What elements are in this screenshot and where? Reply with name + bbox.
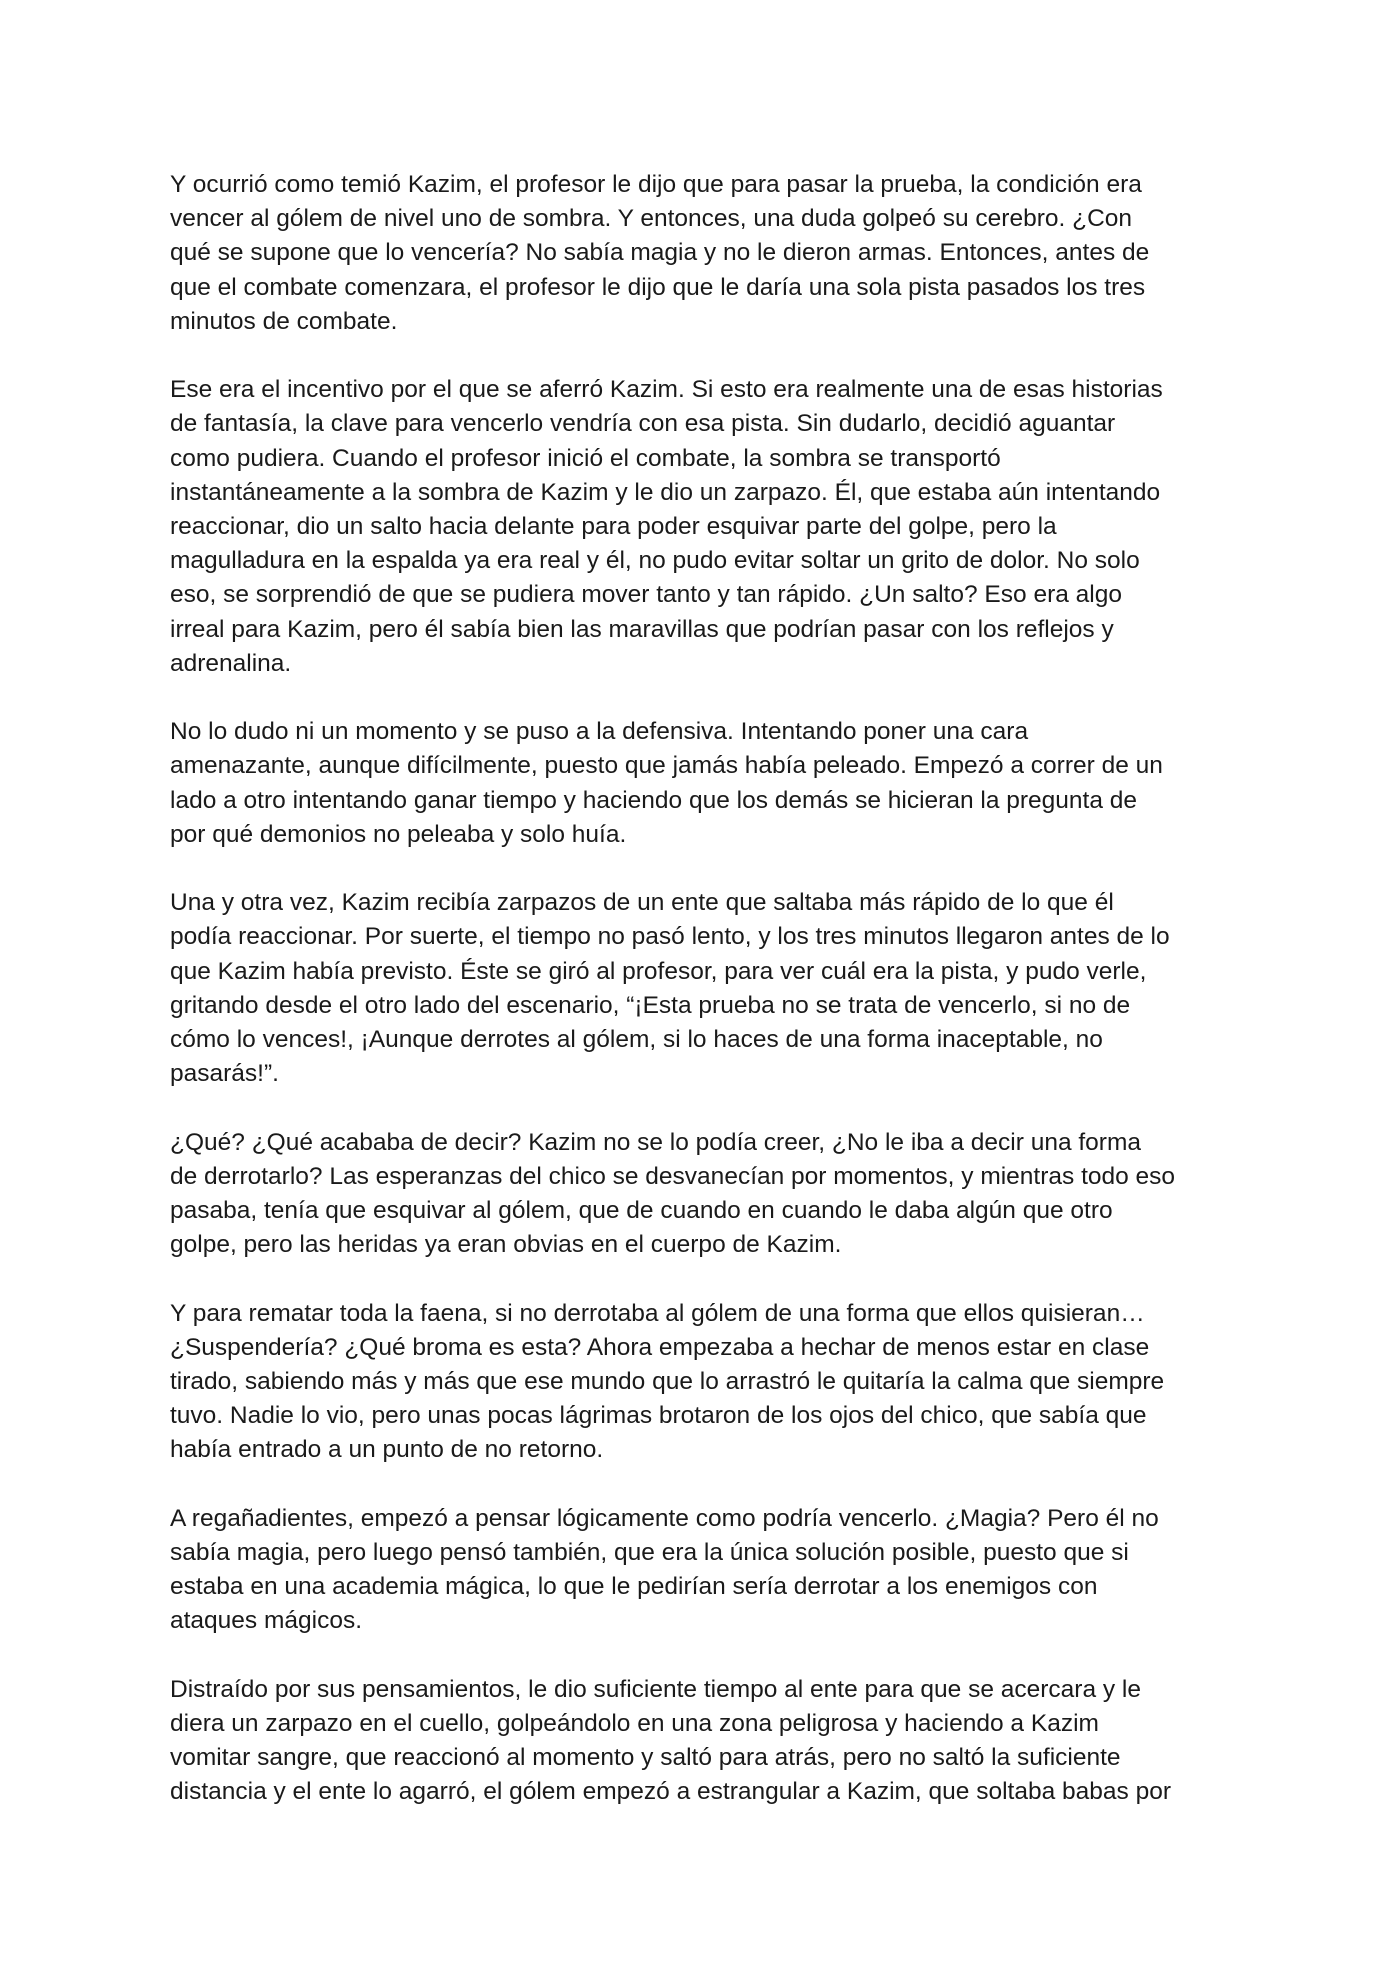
text-line: vomitar sangre, que reaccionó al momento y saltó para atrás, pero no saltó la suficiente [170,1744,1121,1772]
text-line: Ese era el incentivo por el que se aferró Kazim. Si esto era realmente una de esas historias [170,376,1163,404]
paragraph [170,1297,1290,1468]
paragraph [170,1502,1290,1639]
paragraph [170,373,1290,681]
text-line: de fantasía, la clave para vencerlo vendría con esa pista. Sin dudarlo, decidió aguantar [170,410,1116,438]
text-line: por qué demonios no peleaba y solo huía. [170,820,627,848]
text-line: A regañadientes, empezó a pensar lógicamente como podría vencerlo. ¿Magia? Pero él no [170,1504,1159,1532]
text-line: eso, se sorprendió de que se pudiera mover tanto y tan rápido. ¿Un salto? Eso era algo [170,581,1122,609]
paragraph [170,715,1290,852]
text-line: ataques mágicos. [170,1607,363,1635]
text-line: minutos de combate. [170,307,398,335]
text-line: irreal para Kazim, pero él sabía bien las maravillas que podrían pasar con los reflejos y [170,615,1114,643]
paragraph [170,168,1290,339]
text-line: lado a otro intentando ganar tiempo y haciendo que los demás se hicieran la pregunta de [170,786,1138,814]
document-body [170,168,1290,1844]
text-line: pasaba, tenía que esquivar al gólem, que de cuando en cuando le daba algún que otro [170,1197,1113,1225]
text-line: instantáneamente a la sombra de Kazim y le dio un zarpazo. Él, que estaba aún intentando [170,478,1161,506]
text-line: tuvo. Nadie lo vio, pero unas pocas lágrimas brotaron de los ojos del chico, que sabía que [170,1402,1147,1430]
text-line: había entrado a un punto de no retorno. [170,1436,604,1464]
text-line: magulladura en la espalda ya era real y él, no pudo evitar soltar un grito de dolor. No solo [170,547,1140,575]
text-line: Y para rematar toda la faena, si no derrotaba al gólem de una forma que ellos quisieran… [170,1299,1145,1327]
text-line: pasarás!”. [170,1060,279,1088]
paragraph [170,1126,1290,1263]
text-line: de derrotarlo? Las esperanzas del chico se desvanecían por momentos, y mientras todo eso [170,1162,1176,1190]
text-line: amenazante, aunque difícilmente, puesto que jamás había peleado. Empezó a correr de un [170,752,1163,780]
text-line: que Kazim había previsto. Éste se giró al profesor, para ver cuál era la pista, y pudo verle, [170,957,1147,985]
text-line: reaccionar, dio un salto hacia delante para poder esquivar parte del golpe, pero la [170,513,1057,541]
paragraph [170,1673,1290,1810]
text-line: distancia y el ente lo agarró, el gólem empezó a estrangular a Kazim, que soltaba babas por [170,1778,1172,1806]
text-line: golpe, pero las heridas ya eran obvias en el cuerpo de Kazim. [170,1231,842,1259]
text-line: qué se supone que lo vencería? No sabía magia y no le dieron armas. Entonces, antes de [170,239,1150,267]
paragraph [170,886,1290,1091]
text-line: adrenalina. [170,649,292,677]
text-line: diera un zarpazo en el cuello, golpeándolo en una zona peligrosa y haciendo a Kazim [170,1710,1099,1738]
text-line: que el combate comenzara, el profesor le dijo que le daría una sola pista pasados los tres [170,273,1146,301]
text-line: tirado, sabiendo más y más que ese mundo que lo arrastró le quitaría la calma que siempre [170,1368,1165,1396]
text-line: ¿Suspendería? ¿Qué broma es esta? Ahora empezaba a hechar de menos estar en clase [170,1333,1150,1361]
text-line: No lo dudo ni un momento y se puso a la defensiva. Intentando poner una cara [170,718,1029,746]
text-line: Y ocurrió como temió Kazim, el profesor le dijo que para pasar la prueba, la condición era [170,171,1142,198]
text-line: como pudiera. Cuando el profesor inició el combate, la sombra se transportó [170,444,1001,472]
text-line: ¿Qué? ¿Qué acababa de decir? Kazim no se lo podía creer, ¿No le iba a decir una forma [170,1128,1142,1156]
text-line: gritando desde el otro lado del escenario, “¡Esta prueba no se trata de vencerlo, si no de [170,991,1131,1019]
text-line: cómo lo vences!, ¡Aunque derrotes al gólem, si lo haces de una forma inaceptable, no [170,1026,1103,1054]
text-line: estaba en una academia mágica, lo que le pedirían sería derrotar a los enemigos con [170,1573,1098,1601]
text-line: Distraído por sus pensamientos, le dio suficiente tiempo al ente para que se acercara y le [170,1675,1142,1703]
text-line: podía reaccionar. Por suerte, el tiempo no pasó lento, y los tres minutos llegaron antes de lo [170,923,1170,951]
text-line: Una y otra vez, Kazim recibía zarpazos de un ente que saltaba más rápido de lo que él [170,889,1114,917]
text-line: vencer al gólem de nivel uno de sombra. Y entonces, una duda golpeó su cerebro. ¿Con [170,205,1133,233]
text-line: sabía magia, pero luego pensó también, que era la única solución posible, puesto que si [170,1539,1129,1567]
